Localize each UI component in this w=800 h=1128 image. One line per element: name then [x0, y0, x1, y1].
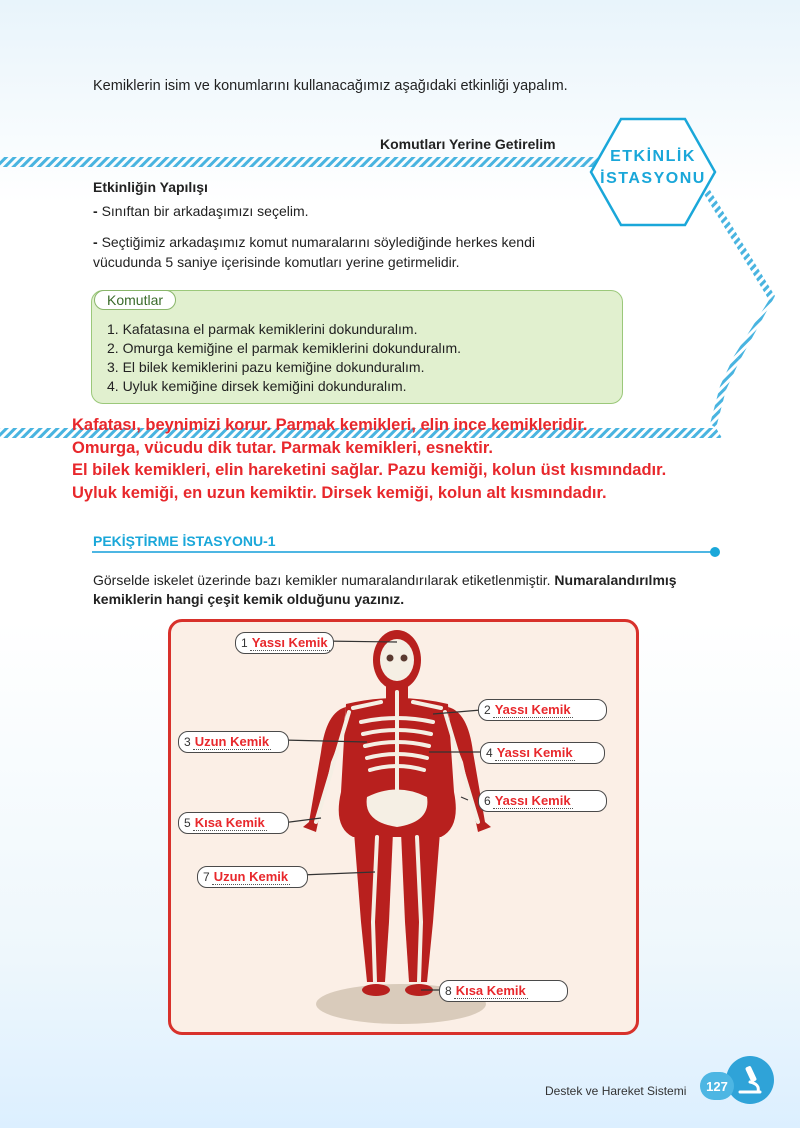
commands-tag: Komutlar	[94, 290, 176, 310]
commands-list	[107, 320, 461, 396]
procedure-heading: Etkinliğin Yapılışı	[93, 179, 208, 195]
answer-line: Kafatası, beynimizi korur. Parmak kemikleri, elin ince kemikleridir.	[72, 416, 588, 434]
procedure-step: - Seçtiğimiz arkadaşımız komut numaralarını söylediğinde herkes kendi vücudunda 5 saniye içerisinde komutları yerine getirmelidir.	[93, 234, 535, 270]
reinforcement-title: PEKİŞTİRME İSTASYONU-1	[93, 533, 276, 549]
activity-station-badge	[588, 116, 718, 228]
badge-line1: ETKİNLİK	[610, 148, 696, 165]
skeleton-figure	[168, 619, 639, 1035]
section-divider	[92, 551, 714, 553]
command-item: 4. Uyluk kemiğine dirsek kemiğini dokunduralım.	[107, 378, 407, 394]
procedure-step: - Sınıftan bir arkadaşımızı seçelim.	[93, 203, 309, 219]
bone-label-8: 8 Kısa Kemik	[439, 980, 568, 1002]
intro-text: Kemiklerin isim ve konumlarını kullanacağımız aşağıdaki etkinliği yapalım.	[93, 78, 568, 94]
microscope-icon	[726, 1056, 774, 1104]
bone-label-2: 2 Yassı Kemik	[478, 699, 607, 721]
station-title: Komutları Yerine Getirelim	[380, 136, 556, 152]
badge-line2: İSTASYONU	[600, 170, 706, 187]
command-item: 3. El bilek kemiklerini pazu kemiğine dokunduralım.	[107, 359, 425, 375]
answer-line: Uyluk kemiği, en uzun kemiktir. Dirsek kemiği, kolun alt kısmındadır.	[72, 483, 607, 502]
handwritten-answers	[72, 414, 666, 504]
bone-label-4: 4 Yassı Kemik	[480, 742, 605, 764]
command-item: 1. Kafatasına el parmak kemiklerini dokunduralım.	[107, 321, 418, 337]
bone-label-1: 1 Yassı Kemik	[235, 632, 334, 654]
bone-label-3: 3 Uzun Kemik	[178, 731, 289, 753]
command-item: 2. Omurga kemiğine el parmak kemiklerini dokunduralım.	[107, 340, 462, 356]
question-text: Görselde iskelet üzerinde bazı kemikler numaralandırılarak etiketlenmiştir. Numaralandırılmış kemiklerin hangi çeşit kemik olduğunu yazınız.	[93, 572, 677, 607]
page-number: 127	[700, 1072, 734, 1100]
bone-label-6: 6 Yassı Kemik	[478, 790, 607, 812]
bone-label-7: 7 Uzun Kemik	[197, 866, 308, 888]
answer-line: El bilek kemikleri, elin hareketini sağlar. Pazu kemiği, kolun üst kısmındadır.	[72, 461, 667, 479]
answer-line: Omurga, vücudu dik tutar. Parmak kemikleri, esnektir.	[72, 438, 493, 457]
divider-dot	[710, 547, 720, 557]
bone-label-5: 5 Kısa Kemik	[178, 812, 289, 834]
footer-section-name: Destek ve Hareket Sistemi	[545, 1084, 687, 1098]
